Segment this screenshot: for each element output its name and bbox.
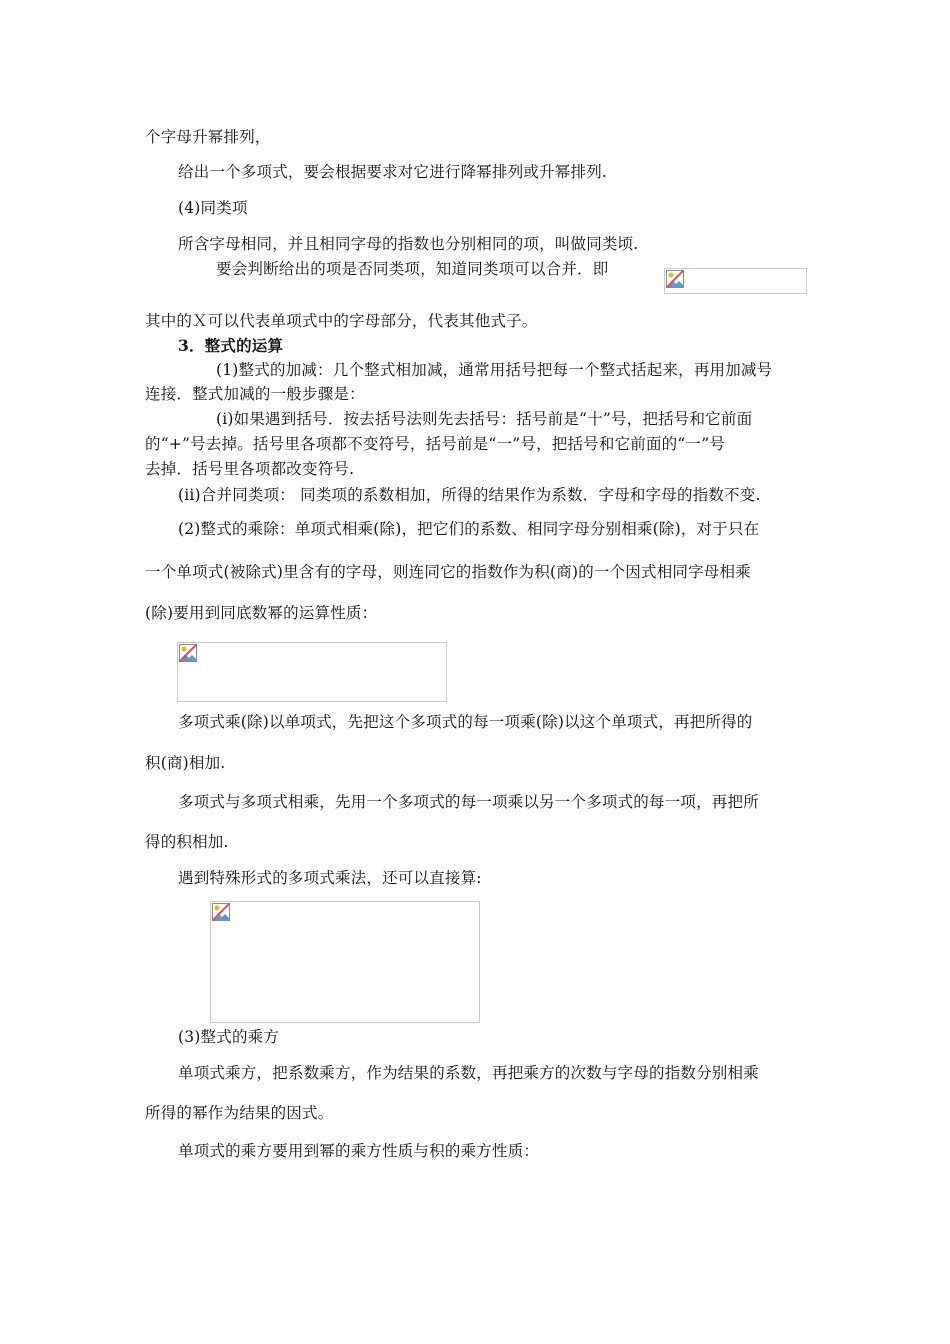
formula-image — [664, 268, 807, 294]
formula-image — [177, 642, 447, 702]
text-line: (ii)合并同类项： 同类项的系数相加，所得的结果作为系数．字母和字母的指数不变. — [178, 486, 761, 504]
text-line: 单项式乘方，把系数乘方，作为结果的系数，再把乘方的次数与字母的指数分别相乘 — [178, 1064, 759, 1082]
formula-image — [210, 901, 480, 1023]
text-line: (i)如果遇到括号．按去括号法则先去括号：括号前是“十”号，把括号和它前面 — [216, 410, 753, 428]
text-line: 连接．整式加减的一般步骤是： — [145, 385, 365, 403]
text-line: (4)同类项 — [178, 199, 248, 217]
section-heading: 3．整式的运算 — [178, 336, 284, 355]
text-line: 所含字母相同，并且相同字母的指数也分别相同的项，叫做同类顷. — [178, 235, 639, 253]
text-line: 多项式与多项式相乘，先用一个多项式的每一项乘以另一个多项式的每一项，再把所 — [178, 793, 759, 811]
text-line: (2)整式的乘除：单项式相乘(除)，把它们的系数、相同字母分别相乘(除)，对于只在 — [178, 520, 760, 538]
text-line: 其中的Ｘ可以代表单项式中的字母部分，代表其他式子。 — [145, 312, 538, 330]
text-line: 一个单项式(被除式)里含有的字母，则连同它的指数作为积(商)的一个因式相同字母相乘 — [145, 563, 751, 581]
text-line: 所得的幂作为结果的因式。 — [145, 1104, 334, 1122]
text-line: (除)要用到同底数幂的运算性质： — [145, 604, 378, 622]
text-line: 得的积相加. — [145, 833, 229, 851]
text-line: 给出一个多项式，要会根据要求对它进行降幂排列或升幂排列. — [178, 163, 608, 181]
broken-image-icon — [666, 270, 684, 288]
text-line: 要会判断给出的项是否同类项，知道同类项可以合并．即 — [216, 260, 609, 278]
text-line: (3)整式的乘方 — [178, 1028, 280, 1046]
text-line: 个字母升幂排列， — [145, 128, 271, 146]
text-line: 单项式的乘方要用到幂的乘方性质与积的乘方性质： — [178, 1142, 540, 1160]
text-line: 积(商)相加. — [145, 754, 226, 772]
text-line: 多项式乘(除)以单项式，先把这个多项式的每一项乘(除)以这个单项式，再把所得的 — [178, 713, 753, 731]
broken-image-icon — [179, 644, 197, 662]
text-line: (1)整式的加减：几个整式相加减，通常用括号把每一个整式括起来，再用加减号 — [216, 361, 773, 379]
broken-image-icon — [212, 903, 230, 921]
text-line: 去掉．括号里各项都改变符号. — [145, 460, 355, 478]
text-line: 遇到特殊形式的多项式乘法，还可以直接算: — [178, 869, 482, 887]
text-line: 的“+”号去掉。括号里各项都不变符号，括号前是“一”号，把括号和它前面的“一”号 — [145, 435, 726, 453]
